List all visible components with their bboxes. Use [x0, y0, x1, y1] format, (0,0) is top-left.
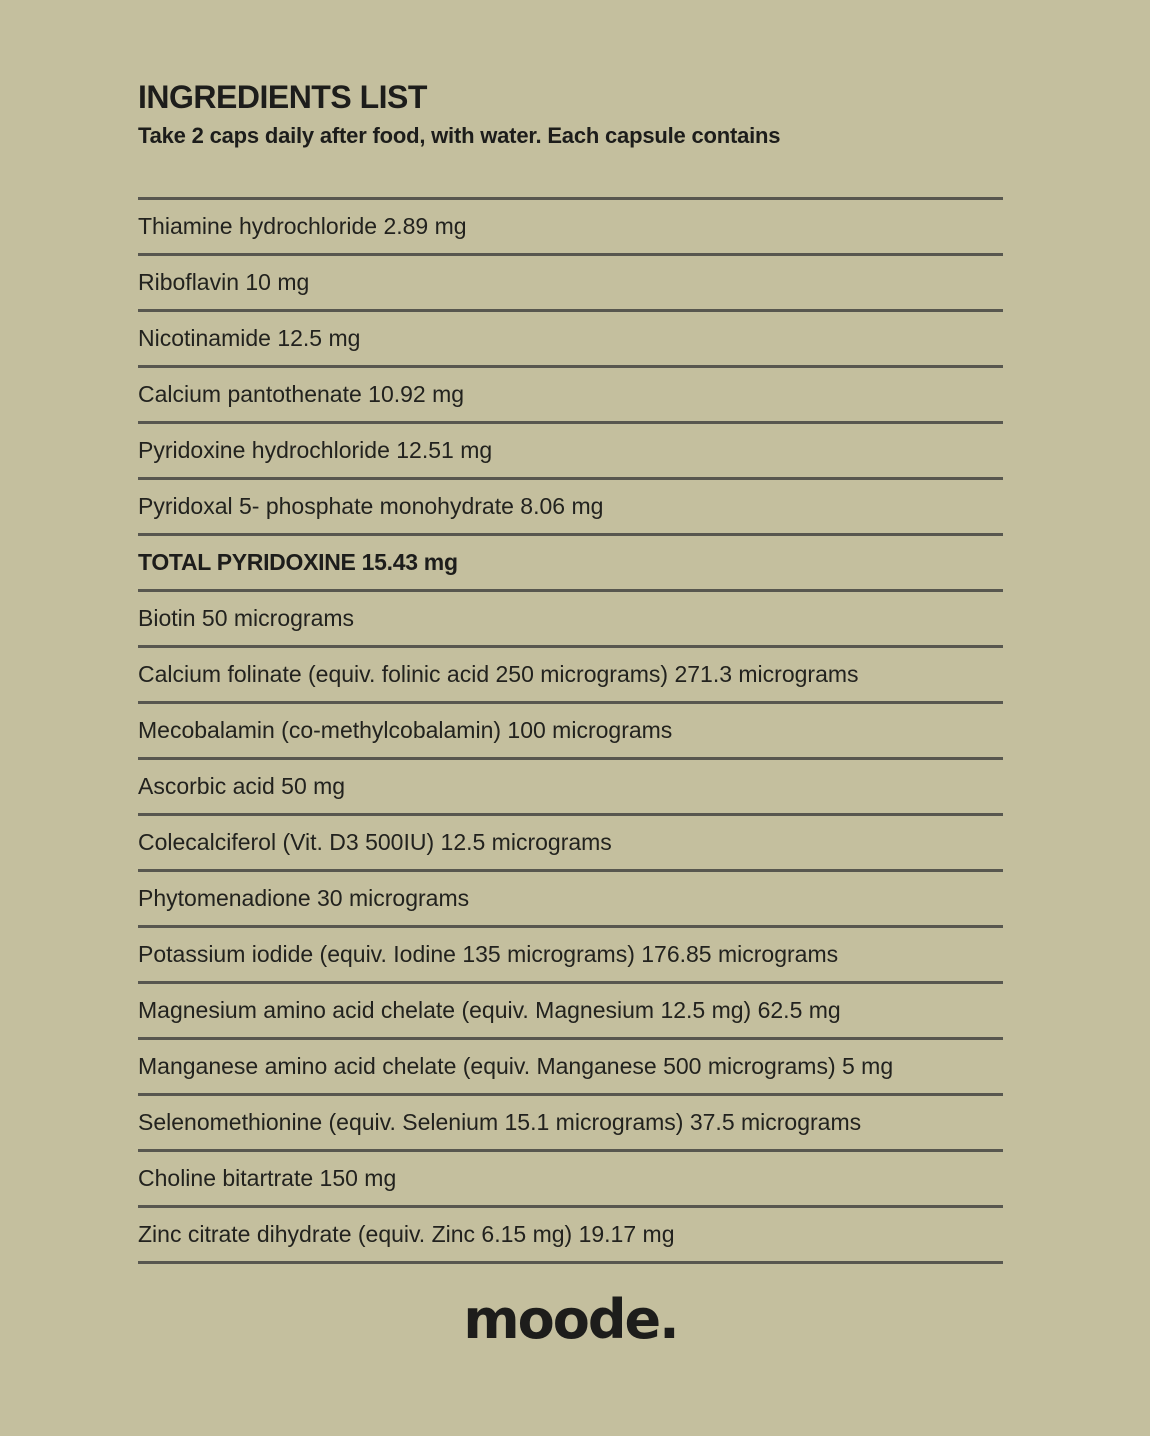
ingredient-row: Manganese amino acid chelate (equiv. Manganese 500 micrograms) 5 mg — [138, 1037, 1003, 1093]
page-title: INGREDIENTS LIST — [138, 79, 427, 115]
ingredient-row: Colecalciferol (Vit. D3 500IU) 12.5 micrograms — [138, 813, 1003, 869]
ingredient-row: Riboflavin 10 mg — [138, 253, 1003, 309]
moode-logo: moode. — [463, 1288, 678, 1351]
dosage-instructions: Take 2 caps daily after food, with water. Each capsule contains — [138, 123, 781, 148]
ingredient-row: Biotin 50 micrograms — [138, 589, 1003, 645]
ingredient-row: Zinc citrate dihydrate (equiv. Zinc 6.15 mg) 19.17 mg — [138, 1205, 1003, 1261]
ingredient-row: Ascorbic acid 50 mg — [138, 757, 1003, 813]
label-footer — [138, 1290, 1003, 1350]
ingredient-row: Choline bitartrate 150 mg — [138, 1149, 1003, 1205]
ingredient-row: Calcium pantothenate 10.92 mg — [138, 365, 1003, 421]
ingredient-row: Mecobalamin (co-methylcobalamin) 100 micrograms — [138, 701, 1003, 757]
ingredient-row: Nicotinamide 12.5 mg — [138, 309, 1003, 365]
ingredient-row-total: TOTAL PYRIDOXINE 15.43 mg — [138, 533, 1003, 589]
ingredient-row: Phytomenadione 30 micrograms — [138, 869, 1003, 925]
ingredient-row: Magnesium amino acid chelate (equiv. Magnesium 12.5 mg) 62.5 mg — [138, 981, 1003, 1037]
label-header — [138, 80, 1003, 149]
ingredient-row: Pyridoxine hydrochloride 12.51 mg — [138, 421, 1003, 477]
ingredient-row: Pyridoxal 5- phosphate monohydrate 8.06 mg — [138, 477, 1003, 533]
ingredient-row: Calcium folinate (equiv. folinic acid 250 micrograms) 271.3 micrograms — [138, 645, 1003, 701]
ingredient-row: Selenomethionine (equiv. Selenium 15.1 micrograms) 37.5 micrograms — [138, 1093, 1003, 1149]
ingredient-row: Thiamine hydrochloride 2.89 mg — [138, 197, 1003, 253]
ingredients-list — [138, 197, 1003, 1264]
ingredient-row: Potassium iodide (equiv. Iodine 135 micrograms) 176.85 micrograms — [138, 925, 1003, 981]
